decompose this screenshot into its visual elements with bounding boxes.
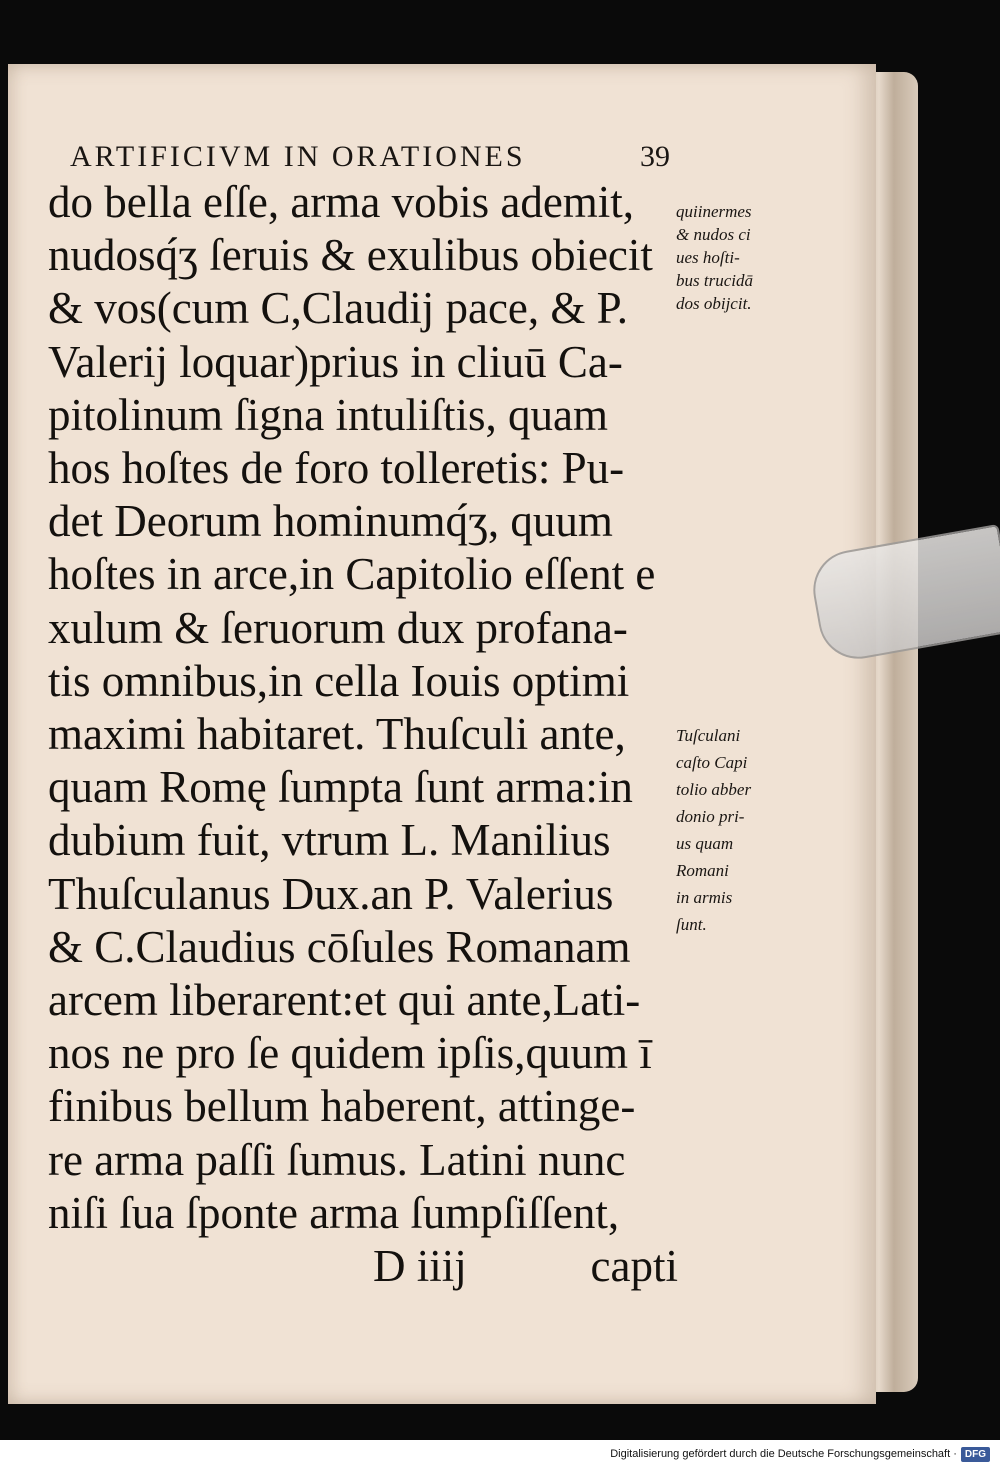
gloss-line: ues hoſti-: [676, 248, 740, 267]
text-line: & vos(cum C,Claudij pace, & P.: [48, 283, 628, 334]
funding-credit: Digitalisierung gefördert durch die Deutsche Forschungsgemeinschaft ·: [610, 1448, 957, 1460]
catchword: capti: [590, 1241, 678, 1292]
gloss-line: quiinermes: [676, 202, 752, 221]
marginal-gloss-top: [676, 200, 753, 315]
gloss-line: Tuſculani: [676, 726, 741, 745]
text-line: finibus bellum haberent, attinge-: [48, 1081, 636, 1132]
running-head-title: ARTIFICIVM IN ORATIONES: [70, 140, 526, 173]
signature-line: [48, 1240, 678, 1293]
text-line: nudosq́ʒ ſeruis & exulibus obiecit: [48, 230, 653, 281]
text-line: arcem liberarent:et qui ante,Lati-: [48, 975, 641, 1026]
text-line: niſi ſua ſponte arma ſumpſiſſent,: [48, 1187, 620, 1238]
gloss-line: bus trucidā: [676, 271, 753, 290]
gloss-line: & nudos ci: [676, 225, 751, 244]
page-number: 39: [640, 140, 670, 173]
dfg-logo: DFG: [961, 1447, 990, 1462]
gloss-line: in armis: [676, 888, 733, 907]
gloss-line: Romani: [676, 861, 729, 880]
text-line: re arma paſſi ſumus. Latini nunc: [48, 1134, 626, 1185]
body-text: [48, 176, 678, 1293]
running-head: [70, 140, 670, 174]
gloss-line: us quam: [676, 834, 734, 853]
gloss-line: ſunt.: [676, 915, 707, 934]
text-line: maximi habitaret. Thuſculi ante,: [48, 709, 626, 760]
gloss-line: caſto Capi: [676, 753, 748, 772]
text-line: hoſtes in arce,in Capitolio eſſent e: [48, 549, 656, 600]
text-line: det Deorum hominumq́ʒ, quum: [48, 496, 613, 547]
gloss-line: donio pri-: [676, 807, 745, 826]
gloss-line: tolio abber: [676, 780, 752, 799]
text-line: dubium fuit, vtrum L. Manilius: [48, 815, 611, 866]
text-line: nos ne pro ſe quidem ipſis,quum ī: [48, 1028, 652, 1079]
text-line: tis omnibus,in cella Iouis optimi: [48, 655, 630, 706]
marginal-gloss-middle: [676, 722, 751, 938]
signature-mark: D iiij: [373, 1241, 467, 1292]
text-line: hos hoſtes de foro tolleretis: Pu-: [48, 443, 625, 494]
gloss-line: dos obijcit.: [676, 294, 752, 313]
text-line: & C.Claudius cōſules Romanam: [48, 921, 631, 972]
text-line: pitolinum ſigna intuliſtis, quam: [48, 389, 608, 440]
footer-bar: [0, 1440, 1000, 1468]
text-line: Valerij loquar)prius in cliuū Ca-: [48, 336, 623, 387]
text-line: xulum & ſeruorum dux profana-: [48, 602, 628, 653]
text-line: Thuſculanus Dux.an P. Valerius: [48, 868, 614, 919]
text-line: do bella eſſe, arma vobis ademit,: [48, 177, 635, 227]
text-line: quam Romę ſumpta ſunt arma:in: [48, 762, 633, 813]
